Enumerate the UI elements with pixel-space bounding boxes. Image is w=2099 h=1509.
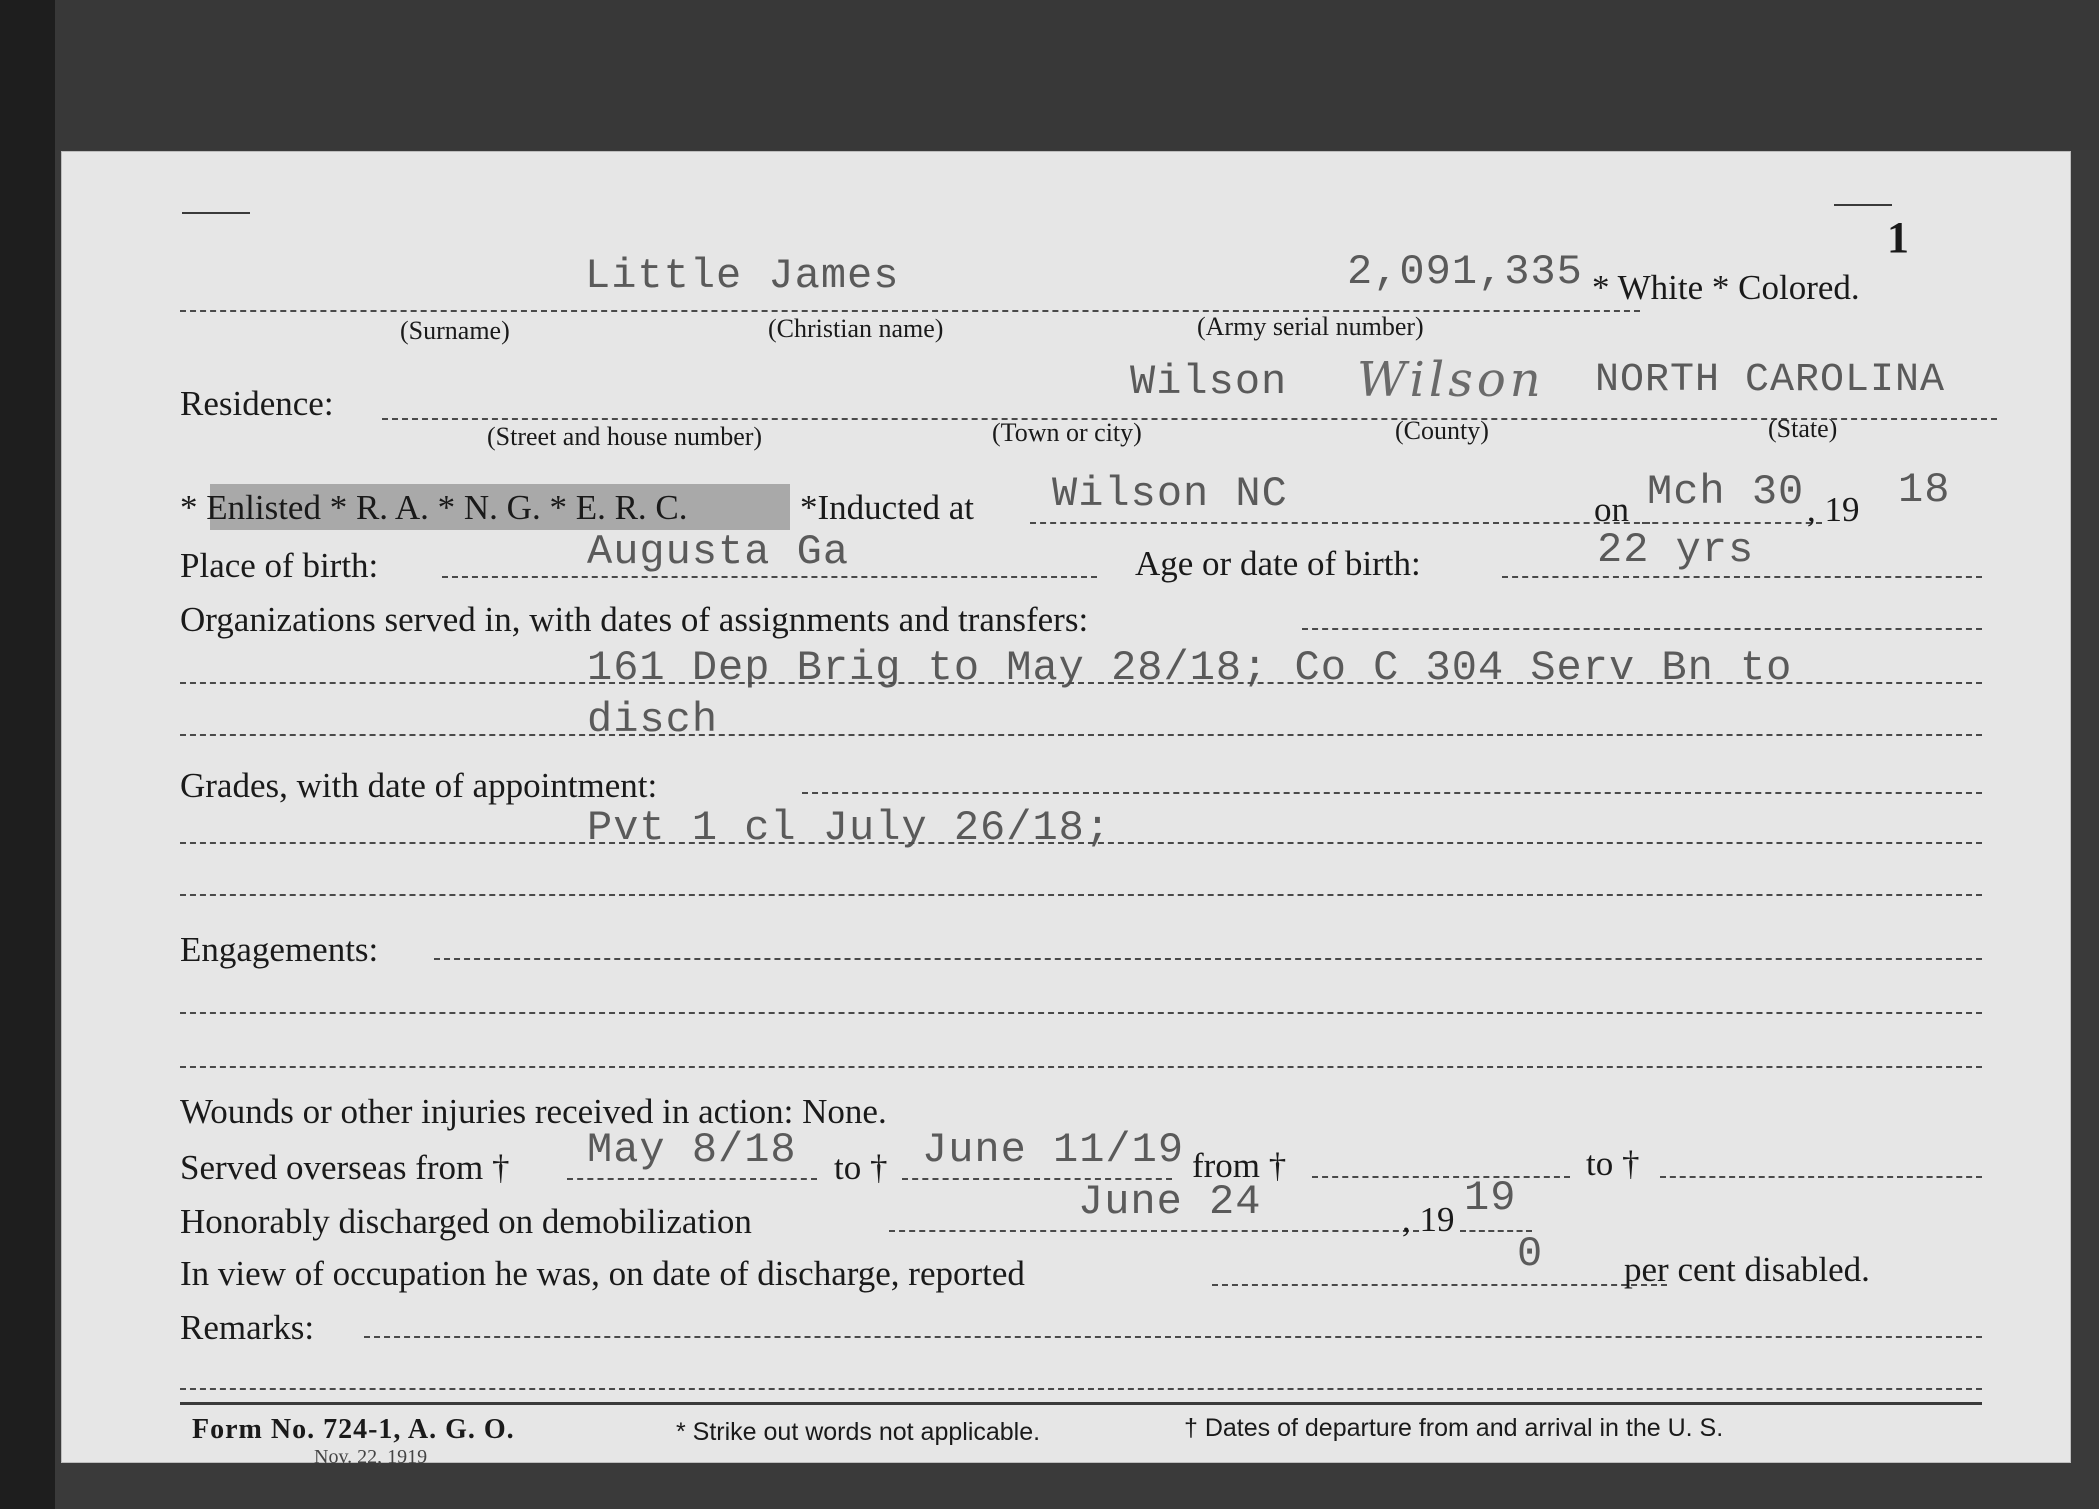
residence-town-value: Wilson xyxy=(1130,358,1288,406)
strike-out-note: * Strike out words not applicable. xyxy=(676,1418,1041,1446)
residence-line xyxy=(382,418,1997,420)
discharge-year-value: 19 xyxy=(1464,1174,1517,1222)
dates-note: † Dates of departure from and arrival in the U. S. xyxy=(1184,1414,1724,1442)
year-prefix: , 19 xyxy=(1807,490,1860,529)
overseas-label: Served overseas from † xyxy=(180,1148,510,1187)
engagements-line-1 xyxy=(180,1012,1982,1014)
grades-line-0 xyxy=(802,792,1982,794)
caption-serial: (Army serial number) xyxy=(1197,312,1424,341)
overseas-from-line-2 xyxy=(1312,1176,1570,1178)
induction-date-line xyxy=(1642,522,1822,524)
remarks-label: Remarks: xyxy=(180,1308,315,1347)
overseas-to-label: to † xyxy=(834,1148,888,1187)
engagements-line-2 xyxy=(180,1066,1982,1068)
induction-date-value: Mch 30 xyxy=(1647,468,1805,516)
inducted-at-value: Wilson NC xyxy=(1052,470,1288,518)
surname-given-value: Little James xyxy=(585,252,900,300)
dark-background-top xyxy=(0,0,2099,150)
engagements-line-0 xyxy=(434,958,1982,960)
overseas-from-label-2: from † xyxy=(1192,1146,1287,1185)
overseas-to-label-2: to † xyxy=(1586,1144,1640,1183)
disability-suffix: per cent disabled. xyxy=(1624,1250,1870,1289)
race-options: * White * Colored. xyxy=(1592,268,1860,307)
inducted-at-label: *Inducted at xyxy=(800,488,974,527)
discharge-year-prefix: , 19 xyxy=(1402,1200,1455,1239)
residence-county-handwritten: Wilson xyxy=(1357,352,1545,408)
wounds-label: Wounds or other injuries received in action: None. xyxy=(180,1092,887,1131)
on-label: on xyxy=(1594,490,1629,529)
caption-county: (County) xyxy=(1395,416,1489,445)
organizations-line-2 xyxy=(180,734,1982,736)
discharge-date-line xyxy=(889,1230,1419,1232)
residence-label: Residence: xyxy=(180,384,334,423)
overseas-from-line xyxy=(567,1178,817,1180)
organizations-line-0 xyxy=(1302,628,1982,630)
grades-line-2 xyxy=(180,894,1982,896)
disability-label: In view of occupation he was, on date of discharge, reported xyxy=(180,1254,1025,1293)
caption-christian-name: (Christian name) xyxy=(768,314,944,343)
induction-year-value: 18 xyxy=(1898,466,1951,514)
organizations-label: Organizations served in, with dates of assignments and transfers: xyxy=(180,600,1089,639)
serial-number-value: 2,091,335 xyxy=(1347,248,1583,296)
organizations-line-2-value: disch xyxy=(587,696,719,744)
card-number: 1 xyxy=(1887,213,1909,262)
caption-town: (Town or city) xyxy=(992,418,1142,447)
residence-state-value: NORTH CAROLINA xyxy=(1595,358,1946,403)
place-of-birth-label: Place of birth: xyxy=(180,546,379,585)
remarks-line-0 xyxy=(364,1336,1982,1338)
form-date: Nov. 22, 1919 xyxy=(314,1446,428,1468)
top-left-mark xyxy=(182,212,250,214)
discharge-date-value: June 24 xyxy=(1078,1178,1262,1226)
place-of-birth-value: Augusta Ga xyxy=(587,528,850,576)
grades-label: Grades, with date of appointment: xyxy=(180,766,658,805)
overseas-to-value: June 11/19 xyxy=(922,1126,1185,1174)
age-value: 22 yrs xyxy=(1597,526,1755,574)
disability-value: 0 xyxy=(1517,1230,1544,1278)
organizations-line-1-value: 161 Dep Brig to May 28/18; Co C 304 Serv Bn to xyxy=(587,644,1793,692)
engagements-label: Engagements: xyxy=(180,930,379,969)
caption-street: (Street and house number) xyxy=(487,422,763,451)
overseas-to-line-2 xyxy=(1660,1176,1982,1178)
enlistment-options: * Enlisted * R. A. * N. G. * E. R. C. xyxy=(180,488,688,527)
form-number: Form No. 724-1, A. G. O. xyxy=(192,1414,515,1445)
grades-line-1-value: Pvt 1 cl July 26/18; xyxy=(587,804,1112,852)
remarks-line-1 xyxy=(180,1388,1982,1390)
service-record-card xyxy=(62,152,2070,1468)
age-label: Age or date of birth: xyxy=(1135,544,1421,583)
caption-surname: (Surname) xyxy=(400,316,510,345)
dark-background-left xyxy=(0,0,55,1509)
overseas-from-value: May 8/18 xyxy=(587,1126,797,1174)
caption-state: (State) xyxy=(1768,414,1838,443)
grades-line-1 xyxy=(180,842,1982,844)
footer-rule xyxy=(180,1402,1982,1405)
disability-line xyxy=(1212,1284,1667,1286)
place-of-birth-line xyxy=(442,576,1097,578)
top-right-mark xyxy=(1834,204,1892,206)
inducted-line xyxy=(1030,522,1650,524)
age-line xyxy=(1502,576,1982,578)
organizations-line-1 xyxy=(180,682,1982,684)
discharge-label: Honorably discharged on demobilization xyxy=(180,1202,752,1241)
